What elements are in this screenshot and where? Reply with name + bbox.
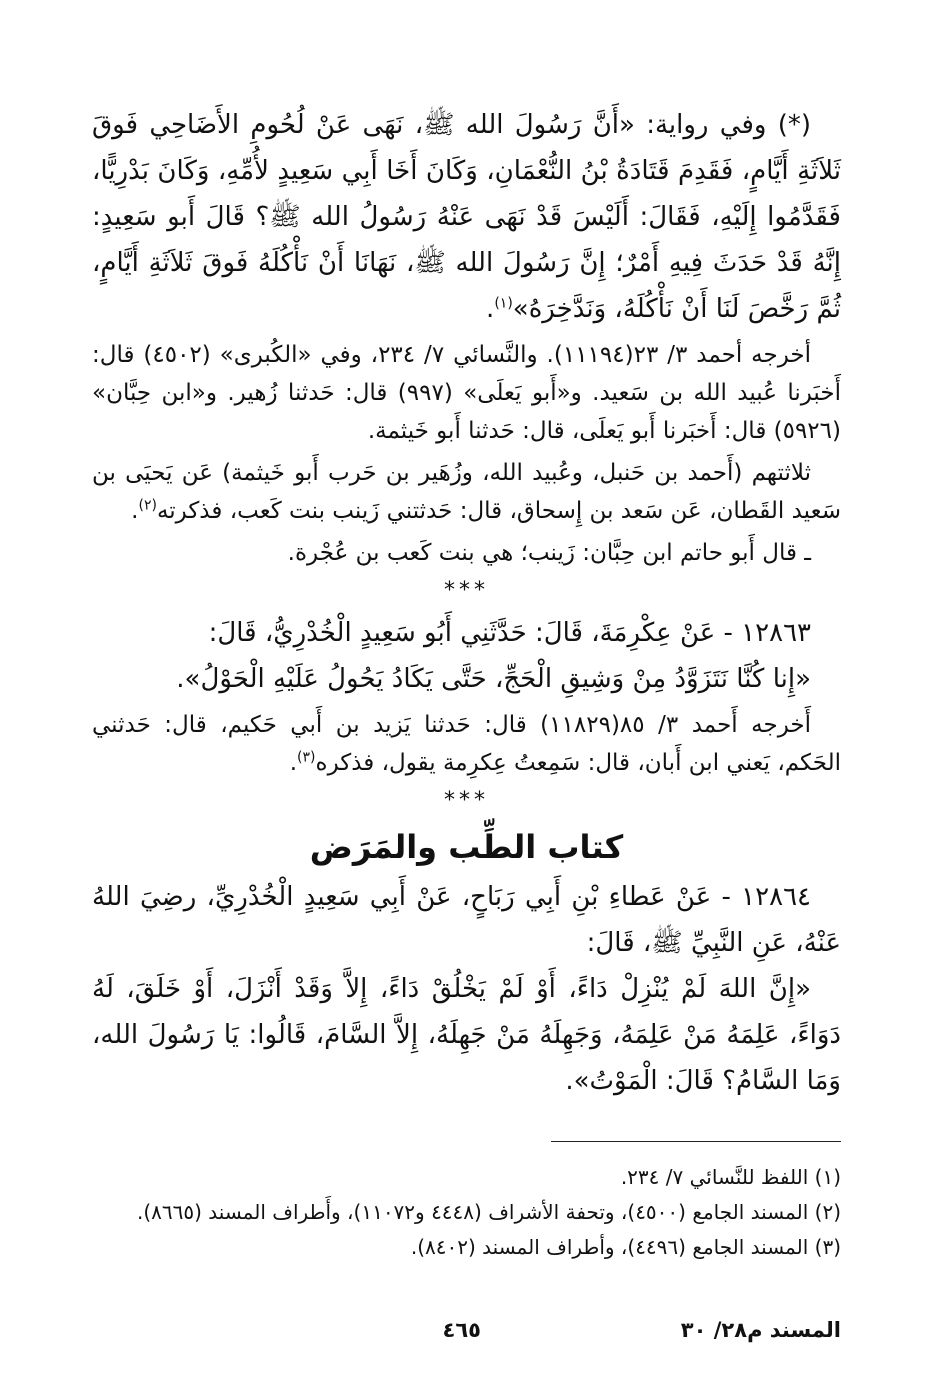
narration-text: (*) وفي رواية: «أَنَّ رَسُولَ الله ﷺ، نَهَى عَنْ لُحُومِ الأَضَاحِي فَوقَ ثَلاَثَةِ أَيَّامٍ، فَقَدِمَ قَتَادَةُ بْنُ النُّعْمَانِ، وَكَانَ أَخَا أَبِي سَعِيدٍ لأُمِّهِ، وَكَانَ بَدْرِيًّا، فَقَدَّمُوا إِلَيْهِ، فَقَالَ: أَلَيْسَ قَدْ نَهَى عَنْهُ رَسُولُ الله ﷺ؟ قَالَ أَبو سَعِيدٍ: إِنَّهُ قَدْ حَدَثَ فِيهِ أَمْرٌ؛ إِنَّ رَسُولَ الله ﷺ، نَهَانَا أَنْ نَأْكُلَهُ فَوقَ ثَلاَثَةِ أَيَّامٍ، ثُمَّ رَخَّصَ لَنَا أَنْ نَأْكُلَهُ، وَنَدَّخِرَهُ»	[92, 110, 841, 324]
page-number: ٤٦٥	[442, 1318, 481, 1342]
page-footer	[92, 1318, 841, 1350]
narration-paragraph: (*) وفي رواية: «أَنَّ رَسُولَ الله ﷺ، نَهَى عَنْ لُحُومِ الأَضَاحِي فَوقَ ثَلاَثَةِ أَيَّامٍ، فَقَدِمَ قَتَادَةُ بْنُ النُّعْمَانِ، وَكَانَ أَخَا أَبِي سَعِيدٍ لأُمِّهِ، وَكَانَ بَدْرِيًّا، فَقَدَّمُوا إِلَيْهِ، فَقَالَ: أَلَيْسَ قَدْ نَهَى عَنْهُ رَسُولُ الله ﷺ؟ قَالَ أَبو سَعِيدٍ: إِنَّهُ قَدْ حَدَثَ فِيهِ أَمْرٌ؛ إِنَّ رَسُولَ الله ﷺ، نَهَانَا أَنْ نَأْكُلَهُ فَوقَ ثَلاَثَةِ أَيَّامٍ، ثُمَّ رَخَّصَ لَنَا أَنْ نَأْكُلَهُ، وَنَدَّخِرَهُ»$^{(١)}$.	[92, 110, 841, 324]
footnote-2: (٢) المسند الجامع (٤٥٠٠)، وتحفة الأشراف (٤٤٤٨ و١١٠٧٢)، وأَطراف المسند (٨٦٦٥).	[137, 1200, 841, 1224]
takhrij-12863: أَخرجه أَحمد ٣/ ٨٥(١١٨٢٩) قال: حَدثنا يَزيد بن أَبي حَكيم، قال: حَدثني الحَكم، يَعني ابن أَبان، قال: سَمِعتُ عِكرِمة يقول، فذكره$^{(٣)}$.	[92, 712, 841, 776]
footnote-ref-3: (٣)	[297, 749, 316, 766]
takhrij-continued-text: ثلاثتهم (أَحمد بن حَنبل، وعُبيد الله، وزُهَير بن حَرب أَبو خَيثمة) عَن يَحيَى بن سَعيد القَطان، عَن سَعد بن إِسحاق، قال: حَدثتني زَينب بنت كَعب، فذكرته	[92, 460, 841, 524]
volume-signature: المسند م٢٨/ ٣٠	[680, 1318, 841, 1342]
section-separator: ***	[444, 578, 489, 603]
main-text	[92, 102, 841, 1104]
footnote-1: (١) اللفظ للنَّسائي ٧/ ٢٣٤.	[620, 1165, 841, 1189]
hadith-heading-12864: ١٢٨٦٤ - عَنْ عَطاءِ بْنِ أَبِي رَبَاحٍ، عَنْ أَبِي سَعِيدٍ الْخُدْرِيِّ، رضِيَ اللهُ عَنْهُ، عَنِ النَّبِيِّ ﷺ، قَالَ:	[92, 882, 841, 958]
hadith-text-12863: «إِنا كُنَّا نَتَزَوَّدُ مِنْ وَشِيقِ الْحَجِّ، حَتَّى يَكَادُ يَحُولُ عَلَيْهِ الْحَوْلُ».	[176, 664, 811, 694]
footnote-3: (٣) المسند الجامع (٤٤٩٦)، وأطراف المسند (٨٤٠٢).	[410, 1235, 841, 1259]
footnote-ref-2: (٢)	[138, 497, 157, 514]
ibn-hibban-note: ـ قال أَبو حاتم ابن حِبَّان: زَينب؛ هي بنت كَعب بن عُجْرة.	[287, 540, 811, 566]
takhrij-paragraph-continued: ثلاثتهم (أَحمد بن حَنبل، وعُبيد الله، وزُهَير بن حَرب أَبو خَيثمة) عَن يَحيَى بن سَعيد القَطان، عَن سَعد بن إِسحاق، قال: حَدثتني زَينب بنت كَعب، فذكرته$^{(٢)}$.	[92, 460, 841, 524]
hadith-heading-12863: ١٢٨٦٣ - عَنْ عِكْرِمَةَ، قَالَ: حَدَّثَنِي أَبُو سَعِيدٍ الْخُدْرِيُّ، قَالَ:	[208, 618, 811, 648]
footnote-ref-1: (١)	[494, 295, 513, 312]
footnote-divider	[551, 1141, 841, 1142]
takhrij-paragraph: أخرجه أحمد ٣/ ٢٣(١١١٩٤). والنَّسائي ٧/ ٢٣٤، وفي «الكُبرى» (٤٥٠٢) قال: أَخبَرنا عُبيد الله بن سَعيد. و«أَبو يَعلَى» (٩٩٧) قال: حَدثنا زُهير. و«ابن حِبَّان» (٥٩٢٦) قال: أَخبَرنا أَبو يَعلَى، قال: حَدثنا أَبو خَيثمة.	[92, 342, 841, 444]
footnotes	[92, 1160, 841, 1265]
book-title: كتاب الطِّب والمَرَض	[309, 828, 624, 866]
section-separator: ***	[444, 788, 489, 813]
takhrij-12863-text: أَخرجه أَحمد ٣/ ٨٥(١١٨٢٩) قال: حَدثنا يَزيد بن أَبي حَكيم، قال: حَدثني الحَكم، يَعني ابن أَبان، قال: سَمِعتُ عِكرِمة يقول، فذكره	[92, 712, 841, 776]
hadith-text-12864: «إِنَّ اللهَ لَمْ يُنْزِلْ دَاءً، أَوْ لَمْ يَخْلُقْ دَاءً، إِلاَّ وَقَدْ أَنْزَلَ، أَوْ خَلَقَ، لَهُ دَوَاءً، عَلِمَهُ مَنْ عَلِمَهُ، وَجَهِلَهُ مَنْ جَهِلَهُ، إِلاَّ السَّامَ، قَالُوا: يَا رَسُولَ الله، وَمَا السَّامُ؟ قَالَ: الْمَوْتُ».	[92, 974, 841, 1096]
